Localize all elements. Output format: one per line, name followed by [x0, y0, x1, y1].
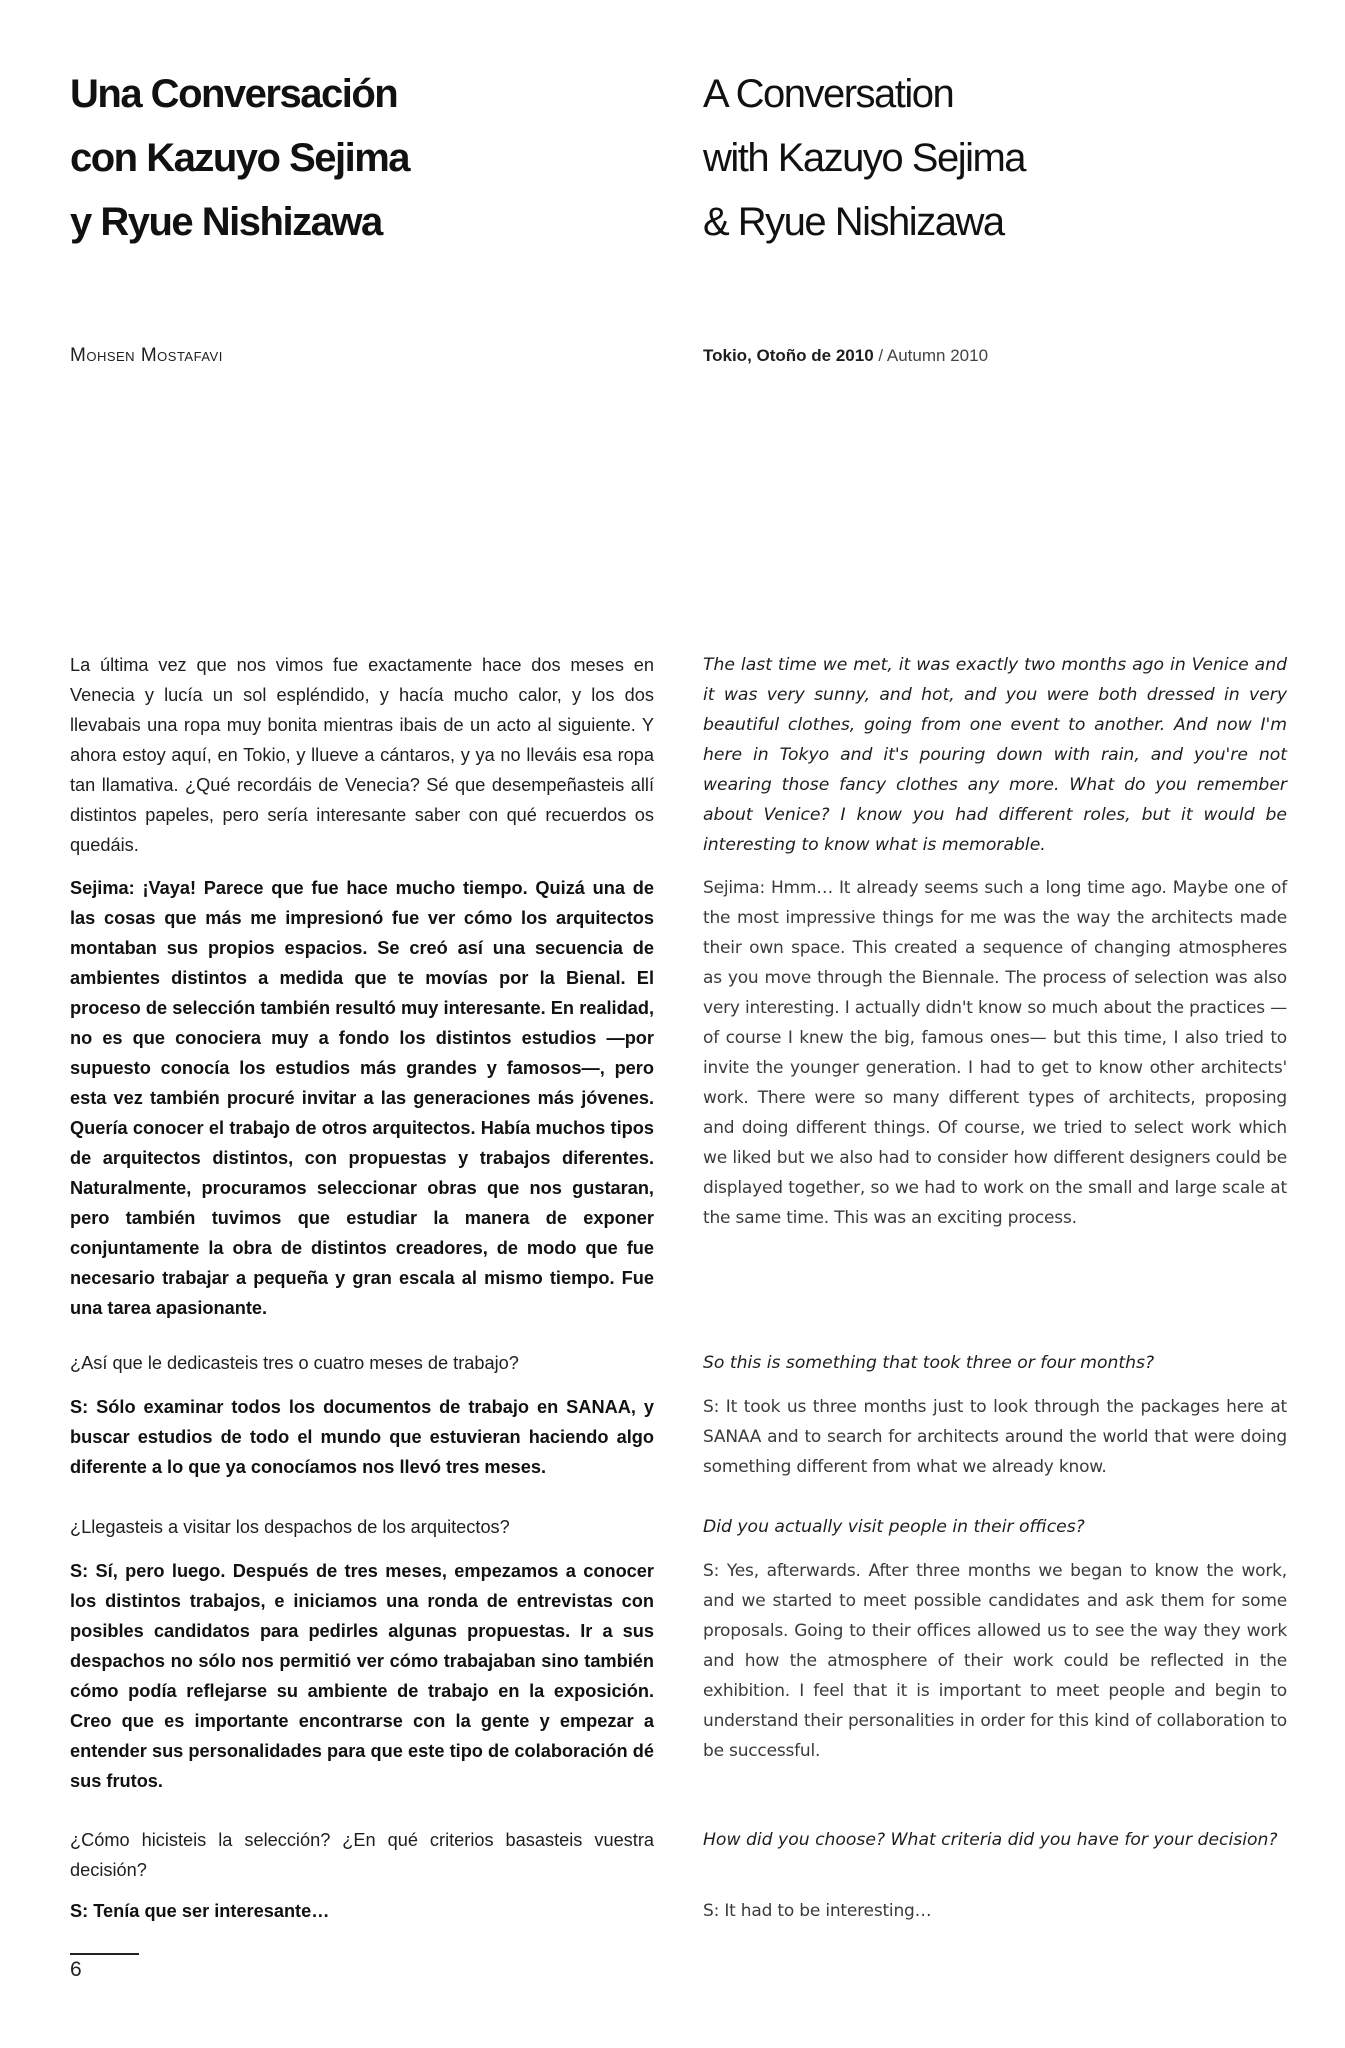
question-spanish: ¿Así que le dedicasteis tres o cuatro meses de trabajo? [70, 1353, 519, 1373]
title-spanish-line-1: Una Conversación [70, 72, 398, 116]
answer-spanish: S: Sólo examinar todos los documentos de trabajo en SANAA, y buscar estudios de todo el mundo que estuvieran haciendo algo diferente a lo que ya conocíamos nos llevó tres meses. [70, 1397, 654, 1477]
title-english-line-3: & Ryue Nishizawa [703, 200, 1004, 244]
title-english [703, 62, 1287, 254]
question-english: How did you choose? What criteria did you have for your decision? [703, 1830, 1278, 1850]
author-line [70, 344, 654, 368]
question-english: So this is something that took three or four months? [703, 1353, 1155, 1373]
answer-english: Sejima: Hmm… It already seems such a long time ago. Maybe one of the most impressive things for me was the way the architects made their own space. This created a sequence of changing atmospheres as you move through the Biennale. The process of selection was also very interesting. I actually didn't know so much about the practices —of course I knew the big, famous ones— but this time, I also tried to invite the younger generation. I had to get to know other architects' work. There were so many different types of architects, proposing and doing different things. Of course, we tried to select work which we liked but we also had to consider how different designers could be displayed together, so we had to work on the small and large scale at the same time. This was an exciting process. [703, 878, 1287, 1228]
place-date-spanish: Tokio, Otoño de 2010 [703, 346, 874, 365]
question-spanish: ¿Llegasteis a visitar los despachos de los arquitectos? [70, 1517, 510, 1537]
page-number-rule [70, 1953, 139, 1955]
answer-spanish: Sejima: ¡Vaya! Parece que fue hace mucho tiempo. Quizá una de las cosas que más me impresionó fue ver cómo los arquitectos montaban sus propios espacios. Se creó así una secuencia de ambientes distintos a medida que te movías por la Bienal. El proceso de selección también resultó muy interesante. En realidad, no es que conociera muy a fondo los distintos estudios —por supuesto conocía los estudios más grandes y famosos—, pero esta vez también procuré invitar a las generaciones más jóvenes. Quería conocer el trabajo de otros arquitectos. Había muchos tipos de arquitectos distintos, con propuestas y trabajos diferentes. Naturalmente, procuramos seleccionar obras que nos gustaran, pero también tuvimos que estudiar la manera de exponer conjuntamente la obra de distintos creadores, de modo que fue necesario trabajar a pequeña y gran escala al mismo tiempo. Fue una tarea apasionante. [70, 878, 654, 1318]
title-spanish-line-3: y Ryue Nishizawa [70, 200, 382, 244]
question-english: The last time we met, it was exactly two months ago in Venice and it was very sunny, and hot, and you were both dressed in very beautiful clothes, going from one event to another. And now I'm here in Tokyo and it's pouring down with rain, and you're not wearing those fancy clothes any more. What do you remember about Venice? I know you had different roles, but it would be interesting to know what is memorable. [703, 655, 1287, 855]
place-date-separator: / [873, 346, 887, 365]
title-english-line-1: A Conversation [703, 72, 954, 116]
answer-spanish: S: Sí, pero luego. Después de tres meses, empezamos a conocer los distintos trabajos, e iniciamos una ronda de entrevistas con posibles candidatos para pedirles algunas propuestas. Ir a sus despachos no sólo nos permitió ver cómo trabajaban sino también cómo podía reflejarse su ambiente de trabajo en la exposición. Creo que es importante encontrarse con la gente y empezar a entender sus personalidades para que este tipo de colaboración dé sus frutos. [70, 1561, 654, 1791]
question-english: Did you actually visit people in their offices? [703, 1517, 1085, 1537]
question-spanish: La última vez que nos vimos fue exactamente hace dos meses en Venecia y lucía un sol espléndido, y hacía mucho calor, y los dos llevabais una ropa muy bonita mientras ibais de un acto al siguiente. Y ahora estoy aquí, en Tokio, y llueve a cántaros, y ya no lleváis esa ropa tan llamativa. ¿Qué recordáis de Venecia? Sé que desempeñasteis allí distintos papeles, pero sería interesante saber con qué recuerdos os quedáis. [70, 655, 654, 855]
answer-spanish: S: Tenía que ser interesante… [70, 1901, 330, 1921]
answer-english: S: Yes, afterwards. After three months we began to know the work, and we started to meet possible candidates and ask them for some proposals. Going to their offices allowed us to see the way they work and how the atmosphere of their work could be reflected in the exhibition. I feel that it is important to meet people and begin to understand their personalities in order for this kind of collaboration to be successful. [703, 1561, 1287, 1761]
author-name: Mohsen Mostafavi [70, 345, 223, 366]
title-english-line-2: with Kazuyo Sejima [703, 136, 1026, 180]
page-number: 6 [70, 1958, 82, 1981]
question-spanish: ¿Cómo hicisteis la selección? ¿En qué criterios basasteis vuestra decisión? [70, 1830, 654, 1880]
place-date-english: Autumn 2010 [886, 346, 989, 365]
title-spanish-line-2: con Kazuyo Sejima [70, 136, 410, 180]
place-date-line [703, 344, 1287, 368]
title-spanish [70, 62, 654, 254]
answer-english: S: It took us three months just to look through the packages here at SANAA and to search for architects around the world that were doing something different from what we already know. [703, 1397, 1287, 1477]
answer-english: S: It had to be interesting… [703, 1901, 932, 1921]
